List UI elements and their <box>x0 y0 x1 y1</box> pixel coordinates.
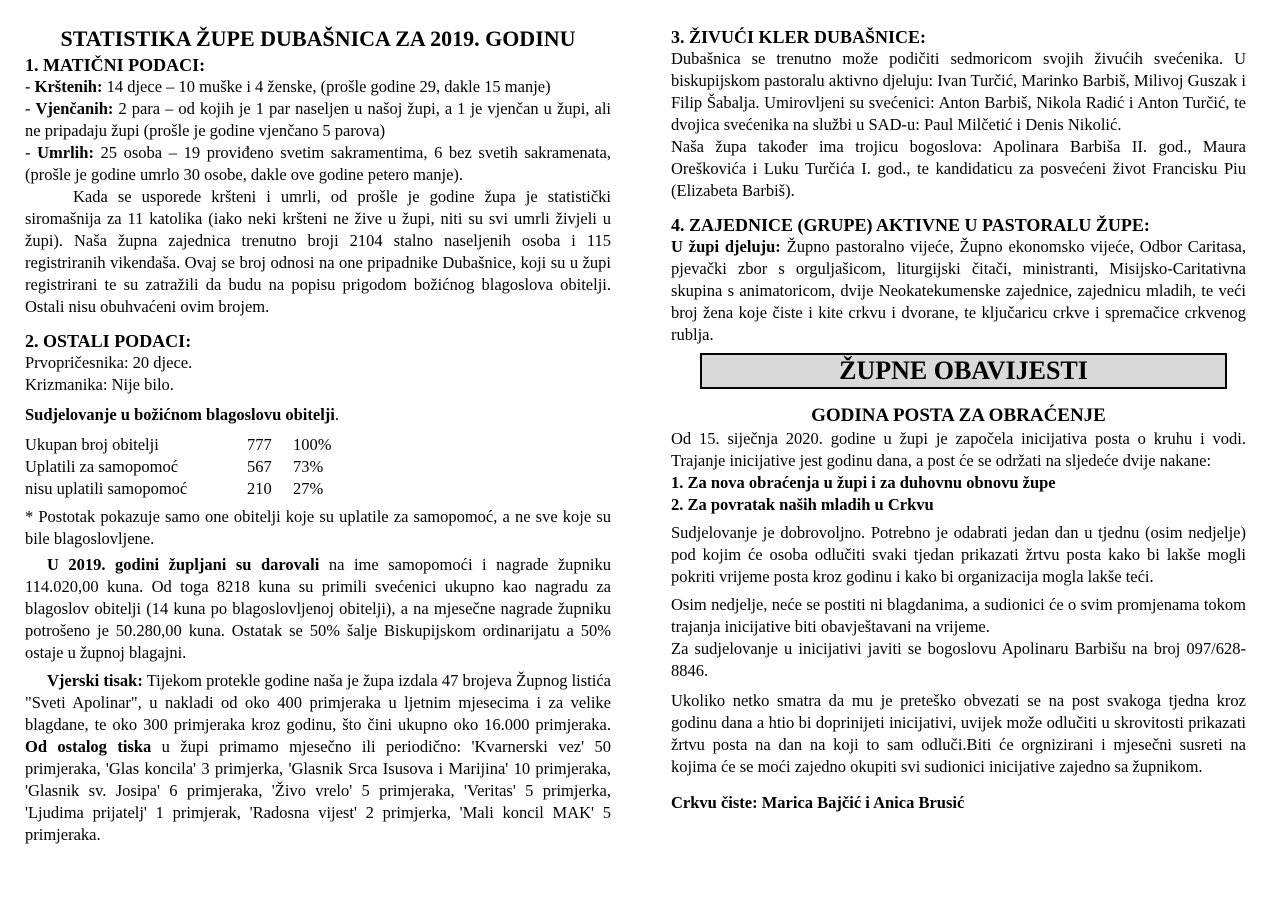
row-percent: 27% <box>293 479 324 498</box>
baptisms-item <box>25 76 611 98</box>
seminarians-paragraph: Naša župa također ima trojicu bogoslova: Apolinara Barbiša II. god., Maura Oreškovića i Luku Turčića I. god., te kandidaticu za posvećeni život Francisku Piu (Elizabeta Barbiš). <box>671 137 1246 200</box>
participation-paragraph: Sudjelovanje je dobrovoljno. Potrebno je odabrati jedan dan u tjednu (osim nedjelje) pod kojim će osoba odlučiti svaki tjedan prikazati žrtvu posta kako bi lakše mogli pokriti vrijeme posta kroz godinu i kako bi organizacija mogla lakše teći. <box>671 523 1246 586</box>
right-column <box>671 26 1246 846</box>
row-label: Uplatili za samopomoć <box>25 457 179 476</box>
religious-press-paragraph <box>25 670 611 846</box>
dash-bullet: - <box>25 143 38 162</box>
blessing-heading-period: . <box>334 405 339 424</box>
section-heading-zivuci-kler: 3. ŽIVUĆI KLER DUBAŠNICE: <box>671 27 927 47</box>
blessing-heading-bold: Sudjelovanje u božićnom blagoslovu obitelji <box>25 405 335 424</box>
table-row <box>25 456 611 478</box>
press-lead-2: Od ostalog tiska <box>25 737 152 756</box>
donations-text: na ime samopomoći i nagrade župniku 114.020,00 kuna. Od toga 8218 kuna su primili svećenici ukupno kao nagradu za blagoslov obitelji (14 kuna po blagoslovljenoj obitelji), a na mjesečne nagrade župniku potrošeno je 50.280,00 kuna. Ostatak se 50% šalje Biskupijskom ordinarijatu a 50% ostaje u župnoj blagajni. <box>25 555 612 662</box>
page-title: STATISTIKA ŽUPE DUBAŠNICA ZA 2019. GODINU <box>60 26 576 51</box>
press-lead: Vjerski tisak: <box>47 671 143 690</box>
row-percent: 100% <box>293 435 332 454</box>
row-percent: 73% <box>293 457 324 476</box>
exceptions-paragraph: Osim nedjelje, neće se postiti ni blagdanima, a sudionici će o svim promjenama tokom trajanja inicijative biti obavještavani na vrijeme. <box>671 595 1246 636</box>
row-count: 210 <box>247 479 272 498</box>
parish-announcements-banner: ŽUPNE OBAVIJESTI <box>700 353 1227 389</box>
deaths-text: 25 osoba – 19 proviđeno svetim sakramentima, 6 bez svetih sakramenata, (prošle je godine umrlo 30 osobe, dakle ove godine petero manje). <box>25 143 612 184</box>
deaths-lead: Umrlih: <box>37 143 94 162</box>
donations-lead: U 2019. godini župljani su darovali <box>47 555 320 574</box>
dash-bullet: - <box>25 77 35 96</box>
weddings-lead: Vjenčanih: <box>35 99 114 118</box>
baptisms-text: 14 djece – 10 muške i 4 ženske, (prošle godine 29, dakle 15 manje) <box>102 77 551 96</box>
percentage-footnote: * Postotak pokazuje samo one obitelji koje su uplatile za samopomoć, a ne sve koje su bile blagoslovljene. <box>25 507 611 548</box>
row-count: 567 <box>247 457 272 476</box>
table-row <box>25 434 611 456</box>
groups-lead: U župi djeluju: <box>671 237 781 256</box>
first-communicants-line: Prvopričesnika: 20 djece. <box>25 353 193 372</box>
section-heading-ostali-podaci: 2. OSTALI PODACI: <box>25 331 192 351</box>
section-heading-zajednice: 4. ZAJEDNICE (GRUPE) AKTIVNE U PASTORALU ŽUPE: <box>671 215 1150 235</box>
section-heading-matichni-podaci: 1. MATIČNI PODACI: <box>25 55 206 75</box>
donations-paragraph <box>25 554 611 664</box>
left-column <box>25 26 611 846</box>
deaths-item <box>25 142 611 186</box>
row-label: nisu uplatili samopomoć <box>25 479 188 498</box>
comparison-paragraph: Kada se usporede kršteni i umrli, od prošle je godine župa je statistički siromašnija za 11 katolika (iako neki kršteni ne žive u župi, niti su svi umrli živjeli u župi). Naša župna zajednica trenutno broji 2104 stalno naseljenih osoba i 115 registriranih vikendaša. Ovaj se broj odnosi na one pripadnike Dubašnice, koji su u župi registrirani te su zatražili da budu na popisu prigodom božićnog blagoslova obitelji. Ostali nisu obuhvaćeni ovim brojem. <box>25 187 611 316</box>
confirmations-line: Krizmanika: Nije bilo. <box>25 375 174 394</box>
press-text-2: u župi primamo mjesečno ili periodično: 'Kvarnerski vez' 50 primjeraka, 'Glas koncila' 3 primjerka, 'Glasnik Srca Isusova i Marijina' 10 primjeraka, 'Glasnik sv. Josipa' 6 primjeraka, 'Živo vrelo' 5 primjeraka, 'Veritas' 5 primjerka, 'Ljudima prijatelj' 1 primjerak, 'Radosna vijest' 2 primjerka, 'Mali koncil MAK' 5 primjeraka. <box>25 737 611 844</box>
press-text-1: Tijekom protekle godine naša je župa izdala 47 brojeva Župnog listića "Sveti Apolinar", u nakladi od oko 400 primjeraka u ljetnim mjesecima i za velike blagdane, te oko 300 primjeraka kroz godinu, što čini ukupno oko 16.000 primjeraka. <box>25 671 611 734</box>
weddings-item <box>25 98 611 142</box>
fasting-year-heading: GODINA POSTA ZA OBRAĆENJE <box>811 405 1106 426</box>
row-count: 777 <box>247 435 272 454</box>
active-clergy-paragraph: Dubašnica se trenutno može podičiti sedmoricom svojih živućih svećenika. U biskupijskom pastoralu aktivno djeluju: Ivan Turčić, Marinko Barbiš, Milivoj Guszak i Filip Šabalja. Umirovljeni su svećenici: Anton Barbiš, Nikola Radić i Anton Turčić, te dvojica svećenika na službi u SAD-u: Paul Milčetić i Denis Nikolić. <box>671 49 1246 134</box>
groups-text: Župno pastoralno vijeće, Župno ekonomsko vijeće, Odbor Caritasa, pjevački zbor s orguljašicom, liturgijski čitači, ministranti, Misijsko-Caritativna skupina s animatoricom, dvije Neokatekumenske zajednice, zajednicu mladih, te veći broj žena koje čiste i kite crkvu i dvorane, te ključaricu crkve i spremačice crkvenog rublja. <box>671 237 1246 344</box>
contact-paragraph: Za sudjelovanje u inicijativi javiti se bogoslovu Apolinaru Barbišu na broj 097/628-8846. <box>671 639 1246 680</box>
alternative-fasting-paragraph: Ukoliko netko smatra da mu je preteško obvezati se na post svakoga tjedna kroz godinu dana a htio bi doprinijeti inicijativi, uvijek može odlučiti u skrovitosti prikazati žrtvu posta na dan na koji to sam odluči.Biti će orgnizirani i mjesečni susreti na kojima će se moći zajedno okupiti svi sudionici inicijative zajedno sa župnikom. <box>671 691 1246 776</box>
church-cleaning-line: Crkvu čiste: Marica Bajčić i Anica Brusić <box>671 793 965 812</box>
row-label: Ukupan broj obitelji <box>25 435 159 454</box>
blessing-table <box>25 434 611 500</box>
table-row <box>25 478 611 500</box>
baptisms-lead: Krštenih: <box>34 77 103 96</box>
fasting-intro-paragraph: Od 15. siječnja 2020. godine u župi je započela inicijativa posta o kruhu i vodi. Trajanje inicijative jest godinu dana, a post će se održati na sljedeće dvije nakane: <box>671 429 1246 470</box>
fasting-intention-2: 2. Za povratak naših mladih u Crkvu <box>671 495 934 514</box>
fasting-intention-1: 1. Za nova obraćenja u župi i za duhovnu obnovu župe <box>671 473 1056 492</box>
dash-bullet: - <box>25 99 36 118</box>
blessing-participation-heading <box>25 404 611 426</box>
weddings-text: 2 para – od kojih je 1 par naseljen u našoj župi, a 1 je vjenčan u župi, ali ne pripadaju župi (prošle je godine vjenčano 5 parova) <box>25 99 611 140</box>
parish-groups-paragraph <box>671 236 1246 346</box>
